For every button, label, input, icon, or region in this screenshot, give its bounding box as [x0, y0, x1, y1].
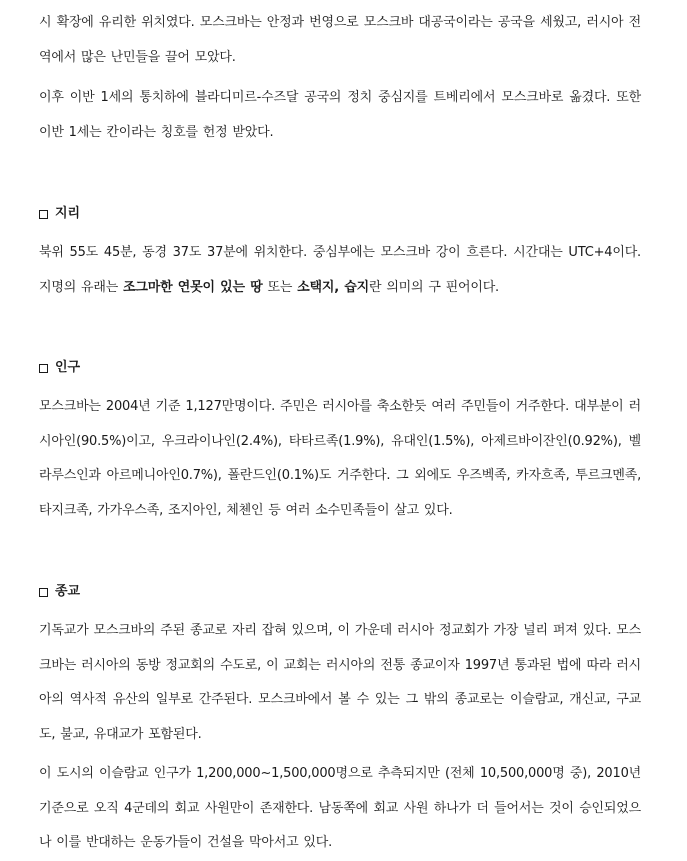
section-heading-geography	[39, 204, 80, 224]
geography-text-e: 란 의미의 구 핀어이다.	[369, 279, 499, 295]
section-heading-label: 종교	[55, 584, 81, 599]
geography-text-a: 북위 55도 45분, 동경 37도 37분에 위치한다. 중심부에는 모스크바 강이 흐른다. 시간대는 UTC+4이다. 지명의 유래는	[39, 245, 641, 295]
geography-text-c: 또는	[262, 279, 298, 295]
checkbox-square-icon	[39, 210, 48, 219]
section-heading-label: 지리	[55, 206, 81, 221]
section-heading-religion	[39, 582, 80, 602]
population-paragraph: 모스크바는 2004년 기준 1,127만명이다. 주민은 러시아를 축소한듯 여러 주민들이 거주한다. 대부분이 러시아인(90.5%)이고, 우크라이나인(2.4%), 타타르족(1.9%), 유대인(1.5%), 아제르바이잔인(0.92%), 벨라루스인과 아르메니아인0.7%), 폴란드인(0.1%)도 거주한다. 그 외에도 우즈벡족, 카자흐족, 투르크멘족, 타지크족, 가가우스족, 조지아인, 체첸인 등 여러 소수민족들이 살고 있다.	[39, 399, 641, 518]
geography-paragraph	[39, 236, 641, 305]
checkbox-square-icon	[39, 364, 48, 373]
geography-emphasis-1: 조그마한 연못이 있는 땅	[123, 279, 263, 295]
intro-paragraph-1: 시 확장에 유리한 위치였다. 모스크바는 안정과 번영으로 모스크바 대공국이라는 공국을 세웠고, 러시아 전역에서 많은 난민들을 끌어 모았다.	[39, 15, 641, 65]
religion-paragraph-1: 기독교가 모스크바의 주된 종교로 자리 잡혀 있으며, 이 가운데 러시아 정교회가 가장 널리 퍼져 있다. 모스크바는 러시아의 동방 정교회의 수도로, 이 교회는 러시아의 전통 종교이자 1997년 통과된 법에 따라 러시아의 역사적 유산의 일부로 간주된다. 모스크바에서 볼 수 있는 그 밖의 종교로는 이슬람교, 개신교, 구교도, 불교, 유대교가 포함된다.	[39, 623, 641, 742]
section-heading-label: 인구	[55, 360, 81, 375]
intro-paragraph-2: 이후 이반 1세의 통치하에 블라디미르-수즈달 공국의 정치 중심지를 트베리에서 모스크바로 옮겼다. 또한 이반 1세는 칸이라는 칭호를 헌정 받았다.	[39, 90, 641, 140]
geography-emphasis-2: 소택지, 습지	[297, 279, 370, 295]
religion-paragraph-2: 이 도시의 이슬람교 인구가 1,200,000~1,500,000명으로 추측되지만 (전체 10,500,000명 중), 2010년 기준으로 오직 4군데의 회교 사원만이 존재한다. 남동쪽에 회교 사원 하나가 더 들어서는 것이 승인되었으나 이를 반대하는 운동가들이 건설을 막아서고 있다.	[39, 766, 641, 850]
section-heading-population	[39, 358, 80, 378]
checkbox-square-icon	[39, 588, 48, 597]
